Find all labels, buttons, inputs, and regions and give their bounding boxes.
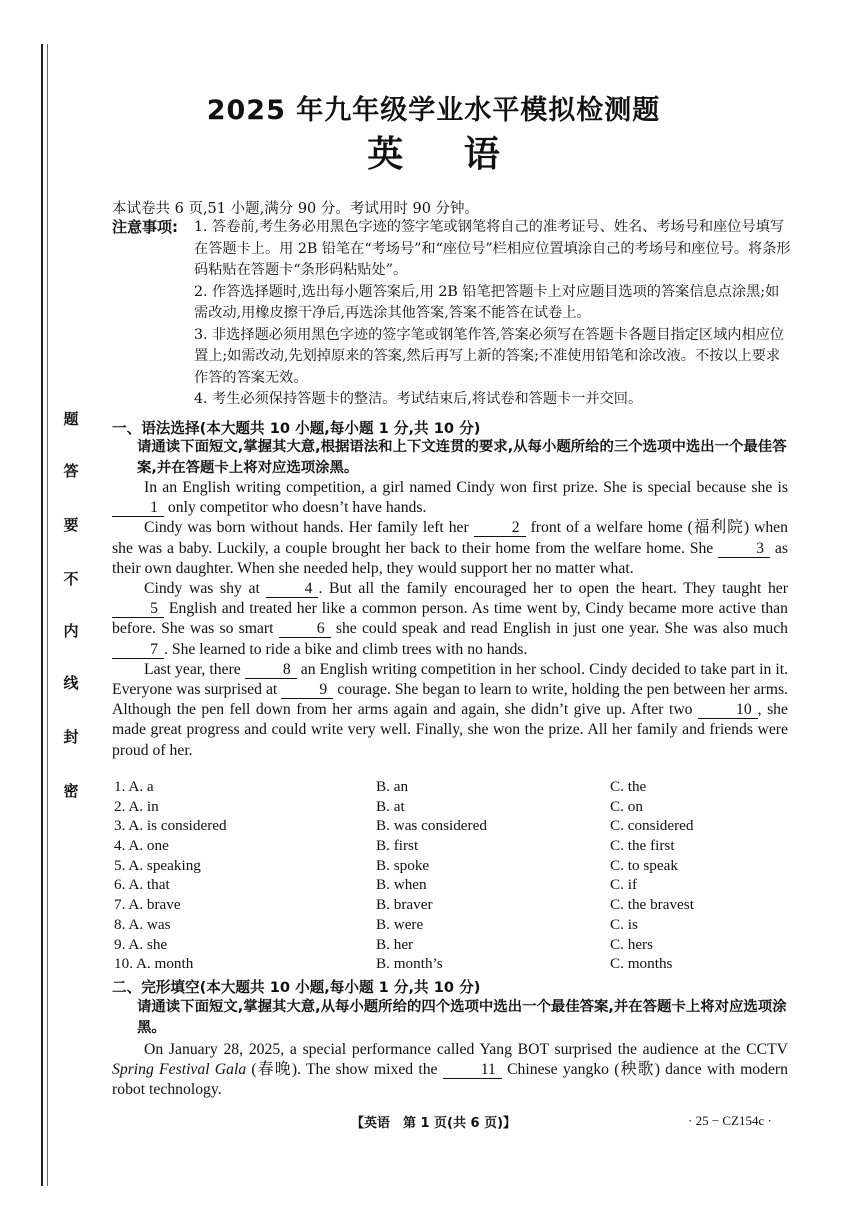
option-row <box>114 896 794 916</box>
option-row <box>114 778 794 798</box>
passage-text: In an English writing competition, a girl named Cindy won first prize. She is special because she is <box>144 479 788 496</box>
notice-item: 2. 作答选择题时,选出每小题答案后,用 2B 铅笔把答题卡上对应题目选项的答案信息点涂黑;如需改动,用橡皮擦干净后,再选涂其他答案,答案不能答在试卷上。 <box>194 283 780 321</box>
exam-title: 2025 年九年级学业水平模拟检测题 <box>206 95 661 126</box>
option-choice: C. on <box>610 797 643 815</box>
section1-instruction: 请通读下面短文,掌握其大意,根据语法和上下文连贯的要求,从每小题所给的三个选项中选出一个最佳答案,并在答题卡上将对应选项涂黑。 <box>137 439 787 476</box>
answer-blank: 8 <box>245 662 297 679</box>
section1-options <box>114 778 794 975</box>
passage-text: . But all the family encouraged her to open the heart. They taught her <box>318 580 788 598</box>
notice-list <box>194 217 792 411</box>
notice-label: 注意事项: <box>112 218 178 236</box>
option-row <box>114 837 794 857</box>
option-choice: C. months <box>610 955 673 973</box>
answer-blank: 5 <box>112 601 164 618</box>
option-choice: 10. A. month <box>114 955 194 973</box>
option-row <box>114 955 794 975</box>
option-choice: C. if <box>610 876 638 894</box>
passage-text: an English writing competition in her school. Cindy decided to take part in it. Everyone was surprised at <box>112 660 788 699</box>
option-choice: 3. A. is considered <box>114 817 227 835</box>
subject-title: 英 语 <box>367 134 524 175</box>
section2-heading: 二、完形填空(本大题共 10 小题,每小题 1 分,共 10 分) <box>112 979 481 996</box>
passage-text: courage. She began to learn to write, holding the pen between her arms. Although the pen fell down from her arms again and again, she didn’t give up. After two <box>112 681 788 719</box>
answer-blank: 9 <box>281 682 333 699</box>
notice-item: 1. 答卷前,考生务必用黑色字迹的签字笔或钢笔将自己的准考证号、姓名、考场号和座位号填写在答题卡上。用 2B 铅笔在“考场号”和“座位号”栏相应位置填涂自己的考场号和座位号。将条形码粘贴在答题卡“条形码粘贴处”。 <box>194 219 791 278</box>
passage-text: Cindy was born without hands. Her family left her <box>144 519 474 537</box>
option-choice: C. the first <box>610 837 675 855</box>
passage-text: On January 28, 2025, a special performance called Yang BOT surprised the audience at the CCTV <box>144 1041 788 1058</box>
passage-text: she could speak and read English in just one year. She was also much <box>330 620 789 638</box>
binding-line <box>41 44 43 1186</box>
answer-blank: 3 <box>718 541 770 558</box>
passage-italic: Spring Festival Gala <box>112 1061 247 1079</box>
option-choice: B. an <box>376 778 409 795</box>
passage-paragraph <box>112 1040 788 1101</box>
passage-text: front of a welfare home (福利院) when she was a baby. Luckily, a couple brought her back to their home from the welfare home. She <box>112 519 788 557</box>
option-choice: B. month’s <box>376 955 443 973</box>
option-choice: B. braver <box>376 896 433 914</box>
seal-line-column <box>60 380 82 840</box>
option-row <box>114 936 794 956</box>
answer-blank: 10 <box>698 702 758 719</box>
passage-text: as their own daughter. When she needed help, they would support her no matter what. <box>112 539 788 577</box>
passage-text: only competitor who doesn’t have hands. <box>164 499 427 517</box>
page-footer: 【英语 第 1 页(共 6 页)】 <box>350 1116 517 1131</box>
option-row <box>114 916 794 936</box>
passage-text: Cindy was shy at <box>144 580 267 598</box>
passage-paragraph <box>112 478 788 518</box>
passage-text: . She learned to ride a bike and climb trees with no hands. <box>164 640 528 658</box>
option-choice: B. her <box>376 935 414 953</box>
seal-line-char: 题 <box>63 410 79 428</box>
passage-text: English and treated her like a common person. As time went by, Cindy became more active than before. She was so smart <box>112 600 788 638</box>
notice-item: 3. 非选择题必须用黑色字迹的签字笔或钢笔作答,答案必须写在答题卡各题目指定区域内相应位置上;如需改动,先划掉原来的答案,然后再写上新的答案;不准使用铅笔和涂改液。不按以上要求作答的答案无效。 <box>194 326 785 386</box>
passage-paragraph <box>112 660 788 761</box>
seal-line-char: 密 <box>63 782 79 800</box>
option-choice: C. the <box>610 778 647 795</box>
option-choice: 6. A. that <box>114 876 170 894</box>
answer-blank: 7 <box>112 642 164 659</box>
section1-passage <box>112 478 788 761</box>
seal-line-char: 内 <box>63 622 79 640</box>
section1-heading: 一、语法选择(本大题共 10 小题,每小题 1 分,共 10 分) <box>112 420 481 437</box>
passage-text: Last year, there <box>144 660 245 678</box>
passage-text: (春晚). The show mixed the <box>246 1061 443 1079</box>
answer-blank: 1 <box>112 500 164 517</box>
passage-text: Chinese yangko (秧歌) dance with modern robot technology. <box>112 1061 788 1099</box>
option-choice: B. were <box>376 915 424 933</box>
seal-line-char: 线 <box>63 674 79 692</box>
notice-item: 4. 考生必须保持答题卡的整洁。考试结束后,将试卷和答题卡一并交回。 <box>194 391 643 407</box>
answer-blank: 4 <box>266 581 318 598</box>
option-row <box>114 876 794 896</box>
seal-line-char: 要 <box>63 516 79 534</box>
option-row <box>114 798 794 818</box>
section2-passage <box>112 1040 788 1101</box>
answer-blank: 2 <box>474 520 526 537</box>
answer-blank: 11 <box>443 1062 502 1079</box>
binding-line-inner <box>47 44 48 1186</box>
option-row <box>114 857 794 877</box>
passage-paragraph <box>112 579 788 660</box>
answer-blank: 6 <box>279 621 331 638</box>
passage-text: , she made great progress and could write very well. Finally, she won the prize. All her family and friends were proud of her. <box>112 701 788 759</box>
option-choice: 9. A. she <box>114 935 168 953</box>
option-choice: 4. A. one <box>114 837 169 855</box>
option-choice: C. to speak <box>610 856 678 874</box>
option-choice: B. when <box>376 876 427 894</box>
option-choice: B. first <box>376 837 419 855</box>
option-choice: 2. A. in <box>114 797 159 815</box>
option-choice: 8. A. was <box>114 915 171 933</box>
option-choice: C. the bravest <box>610 896 694 914</box>
paper-code: · 25 − CZ154c · <box>688 1113 772 1128</box>
option-row <box>114 817 794 837</box>
exam-intro: 本试卷共 6 页,51 小题,满分 90 分。考试用时 90 分钟。 <box>112 201 480 217</box>
option-choice: B. spoke <box>376 856 430 874</box>
seal-line-char: 不 <box>63 570 79 588</box>
option-choice: 1. A. a <box>114 778 154 795</box>
passage-paragraph <box>112 518 788 579</box>
option-choice: B. at <box>376 797 405 815</box>
option-choice: C. considered <box>610 817 694 835</box>
option-choice: B. was considered <box>376 817 487 835</box>
seal-line-char: 封 <box>63 728 79 746</box>
option-choice: 7. A. brave <box>114 896 181 914</box>
option-choice: C. is <box>610 915 638 933</box>
option-choice: 5. A. speaking <box>114 856 201 874</box>
seal-line-char: 答 <box>63 462 79 480</box>
section2-instruction: 请通读下面短文,掌握其大意,从每小题所给的四个选项中选出一个最佳答案,并在答题卡上将对应选项涂黑。 <box>137 999 787 1036</box>
option-choice: C. hers <box>610 935 654 953</box>
